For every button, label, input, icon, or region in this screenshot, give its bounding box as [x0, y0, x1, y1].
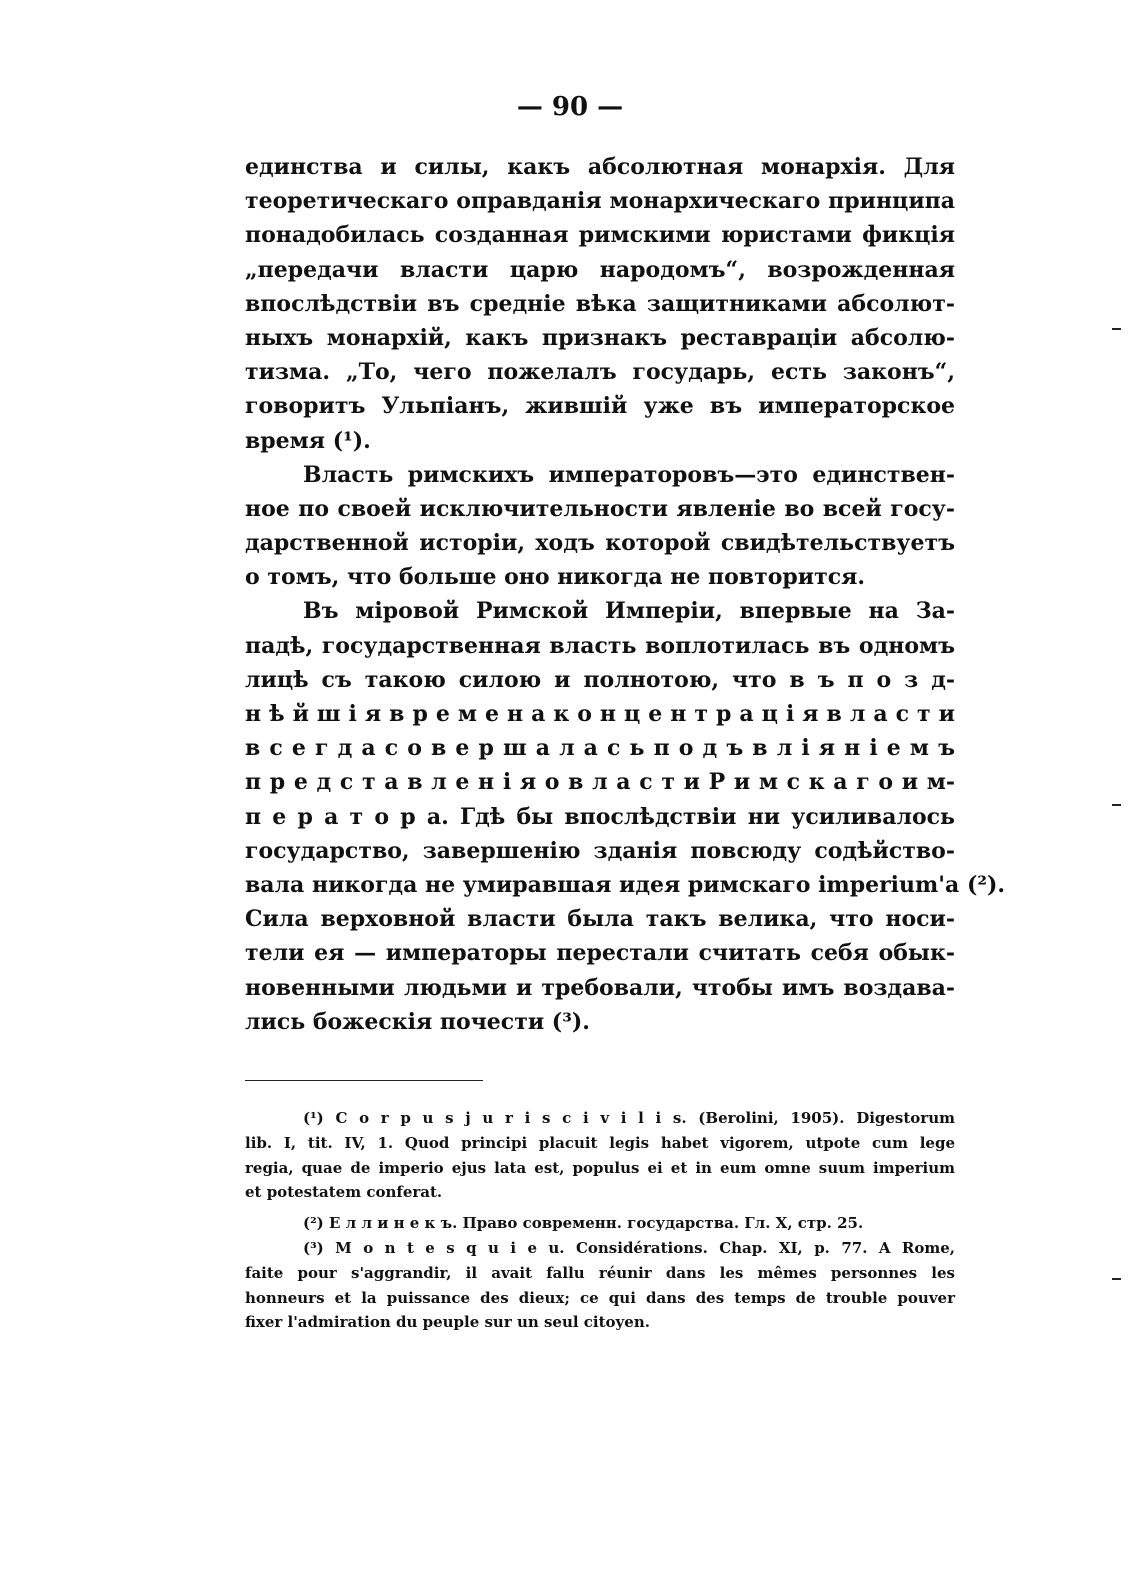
- margin-mark: [1112, 328, 1121, 330]
- text-line: о томъ, что больше оно никогда не повторится.: [245, 564, 866, 591]
- footnote-line: honneurs et la puissance des dieux; ce qui dans des temps de trouble pouver: [245, 1288, 955, 1307]
- text-line: Сила верховной власти была такъ велика, что носи-: [245, 906, 955, 933]
- text-line: Въ міровой Римской Имперіи, впервые на За-: [303, 598, 955, 625]
- text-line: лись божескія почести (³).: [245, 1008, 590, 1035]
- text-line: тели ея — императоры перестали считать себя обык-: [245, 940, 955, 967]
- footnote-divider: [245, 1080, 483, 1081]
- text-line: ное по своей исключительности явленіе во всей госу-: [245, 495, 955, 522]
- footnote-line: (²) Е л л и н е к ъ. Право современн. государства. Гл. X, стр. 25.: [303, 1214, 864, 1233]
- text-line: вала никогда не умиравшая идея римскаго imperium'а (²).: [245, 871, 1006, 898]
- text-line: п р е д с т а в л е н і я о в л а с т и Р и м с к а г о и м-: [245, 769, 955, 796]
- text-line: понадобилась созданная римскими юристами фикція: [245, 222, 955, 249]
- footnote-line: regia, quae de imperio ejus lata est, populus ei et in eum omne suum imperium: [245, 1158, 955, 1177]
- text-line: впослѣдствіи въ средніе вѣка защитниками абсолют-: [245, 290, 955, 317]
- text-line: п е р а т о р а. Гдѣ бы впослѣдствіи ни усиливалось: [245, 803, 955, 830]
- text-line: лицѣ съ такою силою и полнотою, что в ъ п о з д-: [245, 666, 955, 693]
- text-line: тизма. „То, чего пожелалъ государь, есть законъ“,: [245, 359, 955, 386]
- margin-mark: [1112, 1278, 1121, 1280]
- text-line: н ѣ й ш і я в р е м е н а к о н ц е н т р а ц і я в л а с т и: [245, 701, 955, 727]
- text-line: „передачи власти царю народомъ“, возрожденная: [245, 256, 955, 283]
- footnote-line: fixer l'admiration du peuple sur un seul citoyen.: [245, 1313, 650, 1332]
- text-line: в с е г д а с о в е р ш а л а с ь п о д ъ в л і я н і е м ъ: [245, 735, 955, 762]
- footnote-line: faite pour s'aggrandir, il avait fallu réunir dans les mêmes personnes les: [245, 1263, 955, 1282]
- footnote-line: lib. I, tit. IV, 1. Quod principi placuit legis habet vigorem, utpote cum lege: [245, 1133, 955, 1152]
- text-line: ныхъ монархій, какъ признакъ реставраціи абсолю-: [245, 324, 955, 351]
- footnote-line: et potestatem conferat.: [245, 1183, 443, 1202]
- text-line: единства и силы, какъ абсолютная монархія. Для: [245, 154, 955, 180]
- text-line: Власть римскихъ императоровъ—это единствен-: [303, 461, 955, 488]
- text-line: говоритъ Ульпіанъ, жившій уже въ императорское: [245, 393, 955, 420]
- footnote-line: (³) M o n t e s q u i e u. Considérations. Chap. XI, p. 77. A Rome,: [303, 1238, 955, 1257]
- footnotes: [245, 1106, 955, 1335]
- text-line: теоретическаго оправданія монархическаго принципа: [245, 188, 955, 215]
- text-line: дарственной исторіи, ходъ которой свидѣтельствуетъ: [245, 530, 955, 557]
- text-line: время (¹).: [245, 427, 371, 454]
- text-line: государство, завершенію зданія повсюду содѣйство-: [245, 837, 955, 864]
- text-line: новенными людьми и требовали, чтобы имъ воздава-: [245, 974, 955, 1001]
- margin-mark: [1112, 804, 1121, 806]
- page-number: — 90 —: [516, 92, 624, 122]
- text-line: падѣ, государственная власть воплотилась въ одномъ: [245, 632, 955, 659]
- footnote-line: (¹) C o r p u s j u r i s c i v i l i s. (Berolini, 1905). Digestorum: [303, 1109, 955, 1127]
- main-text: [245, 150, 1006, 1039]
